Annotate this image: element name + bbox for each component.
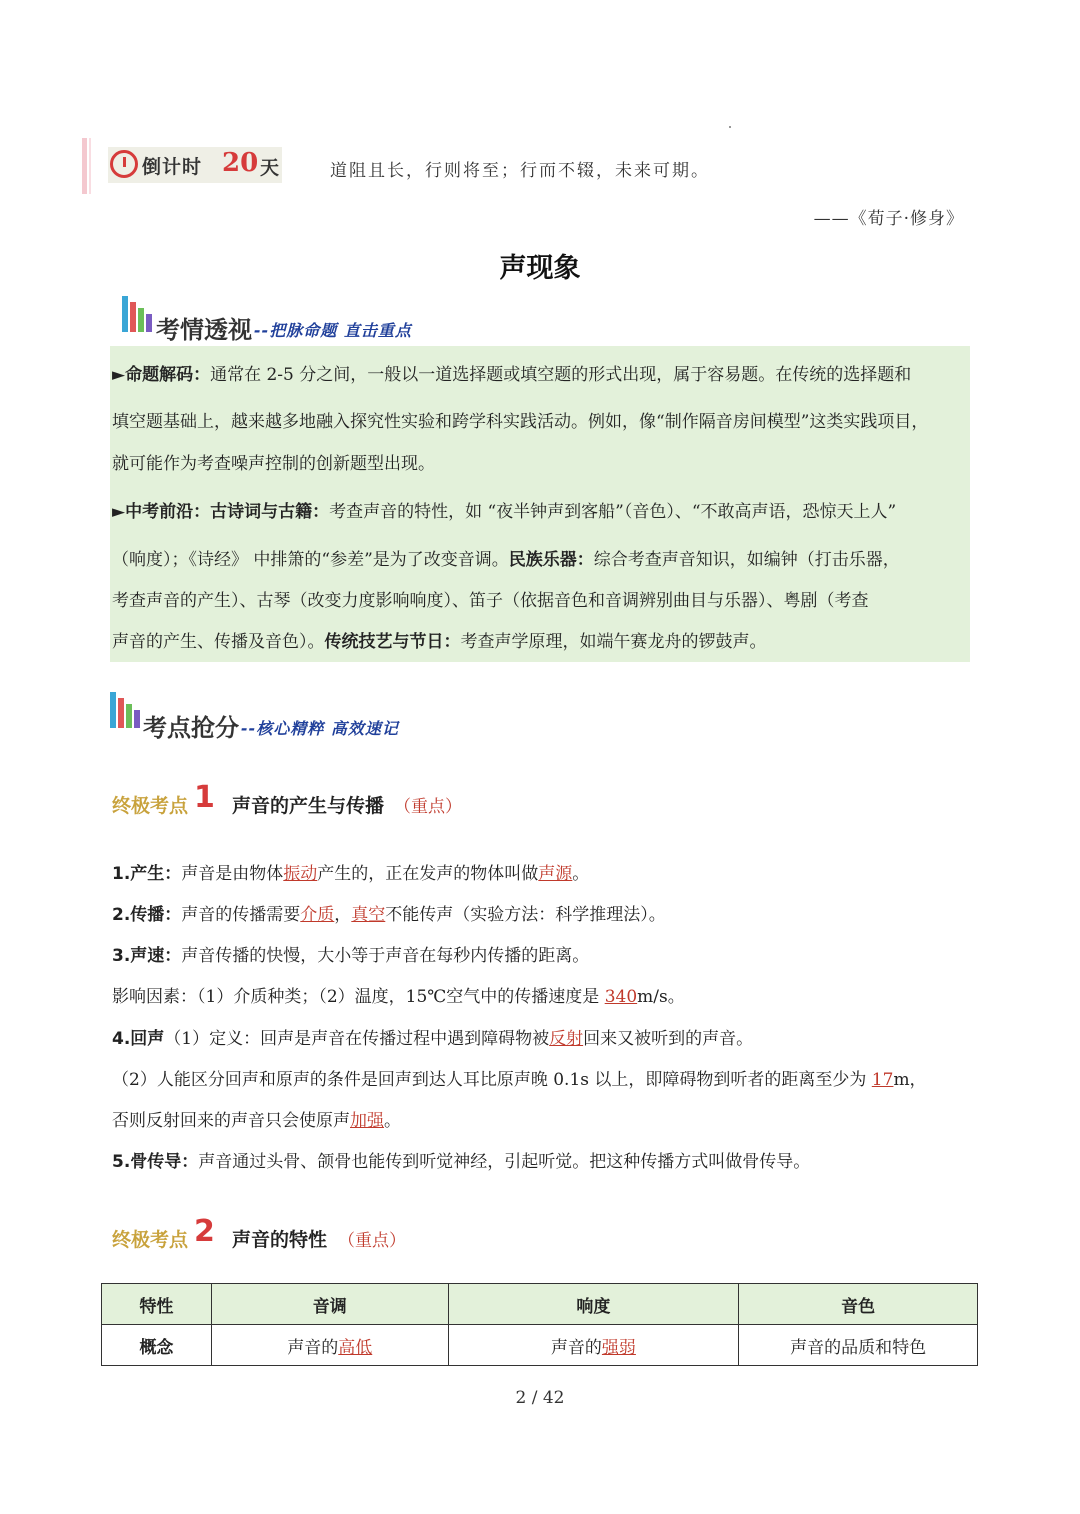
- keypoint-label-2: 终极考点: [112, 1229, 189, 1251]
- table-header-cell: 音调: [211, 1284, 448, 1325]
- para-frontier-line4: 声音的产生、传播及音色）。传统技艺与节日：考查声学原理，如端午赛龙舟的锣鼓声。: [112, 632, 767, 652]
- para-decode-line3: 就可能作为考查噪声控制的创新题型出现。: [112, 454, 435, 474]
- keypoint-label-1: 终极考点: [112, 795, 189, 817]
- table-header-cell: 音色: [739, 1284, 978, 1325]
- kp1-line-bone: 5.骨传导：声音通过头骨、颌骨也能传到听觉神经，引起听觉。把这种传播方式叫做骨传导。: [112, 1152, 811, 1172]
- kp1-line-echo-def: 4.回声（1）定义：回声是声音在传播过程中遇到障碍物被反射回来又被听到的声音。: [112, 1029, 754, 1049]
- section-subtitle-keypoints: --核心精粹 高效速记: [241, 719, 399, 738]
- table-header-row: [102, 1284, 978, 1325]
- clock-icon: [110, 150, 138, 178]
- para-frontier-line2: （响度）；《诗经》 中排箫的“参差”是为了改变音调。民族乐器：综合考查声音知识，如编钟（打击乐器，: [112, 550, 900, 570]
- table-cell-pitch: 声音的高低: [211, 1325, 448, 1366]
- books-icon-2: [110, 692, 140, 728]
- stray-dot: [729, 126, 731, 128]
- table-cell-loudness: 声音的强弱: [448, 1325, 739, 1366]
- keypoint-number-2: 2: [194, 1214, 215, 1249]
- kp1-line-speed: 3.声速：声音传播的快慢，大小等于声音在每秒内传播的距离。: [112, 946, 590, 966]
- section-title-keypoints: 考点抢分: [143, 714, 239, 742]
- header-accent-bar-thin: [89, 138, 91, 194]
- books-icon: [122, 296, 152, 332]
- kp1-line-echo-else: 否则反射回来的声音只会使原声加强。: [112, 1111, 401, 1131]
- table-row-head: 概念: [102, 1325, 212, 1366]
- keypoint-title-2: 声音的特性: [232, 1229, 328, 1251]
- table-header-cell: 特性: [102, 1284, 212, 1325]
- keypoint-note-1: （重点）: [394, 797, 462, 817]
- countdown-unit: 天: [260, 157, 280, 179]
- motto-source: ——《荀子·修身》: [813, 209, 964, 229]
- sound-characteristics-table: [101, 1283, 978, 1366]
- para-decode-line1: ►命题解码：通常在 2-5 分之间，一般以一道选择题或填空题的形式出现，属于容易题。在传统的选择题和: [112, 365, 912, 385]
- table-header-cell: 响度: [448, 1284, 739, 1325]
- header-accent-bar: [82, 138, 87, 194]
- section-subtitle-analysis: --把脉命题 直击重点: [254, 321, 412, 340]
- keypoint-title-1: 声音的产生与传播: [232, 795, 385, 817]
- kp1-line-propagation: 2.传播：声音的传播需要介质，真空不能传声（实验方法：科学推理法）。: [112, 905, 666, 925]
- table-row: [102, 1325, 978, 1366]
- countdown-number: 20: [222, 148, 259, 178]
- countdown-label: 倒计时: [142, 156, 203, 178]
- para-decode-line2: 填空题基础上，越来越多地融入探究性实验和跨学科实践活动。例如，像“制作隔音房间模型”这类实践项目，: [112, 412, 929, 432]
- keypoint-note-2: （重点）: [338, 1231, 406, 1251]
- table-cell-timbre: 声音的品质和特色: [739, 1325, 978, 1366]
- page-number: 2 / 42: [515, 1388, 565, 1408]
- para-frontier-line3: 考查声音的产生）、古琴（改变力度影响响度）、笛子（依据音色和音调辨别曲目与乐器）、粤剧（考查: [112, 591, 869, 611]
- para-frontier-line1: ►中考前沿：古诗词与古籍：考查声音的特性，如 “夜半钟声到客船”（音色）、“不敢高声语，恐惊天上人”: [112, 502, 897, 522]
- page-title: 声现象: [499, 253, 581, 284]
- kp1-line-echo-cond: （2）人能区分回声和原声的条件是回声到达人耳比原声晚 0.1s 以上，即障碍物到听者的距离至少为 17m，: [112, 1070, 927, 1090]
- motto-quote: 道阻且长，行则将至；行而不辍，未来可期。: [330, 161, 710, 181]
- section-title-analysis: 考情透视: [156, 316, 252, 344]
- kp1-line-factors: 影响因素：（1）介质种类；（2）温度，15℃空气中的传播速度是 340m/s。: [112, 987, 685, 1007]
- keypoint-number-1: 1: [194, 780, 215, 815]
- kp1-line-production: 1.产生：声音是由物体振动产生的，正在发声的物体叫做声源。: [112, 864, 590, 884]
